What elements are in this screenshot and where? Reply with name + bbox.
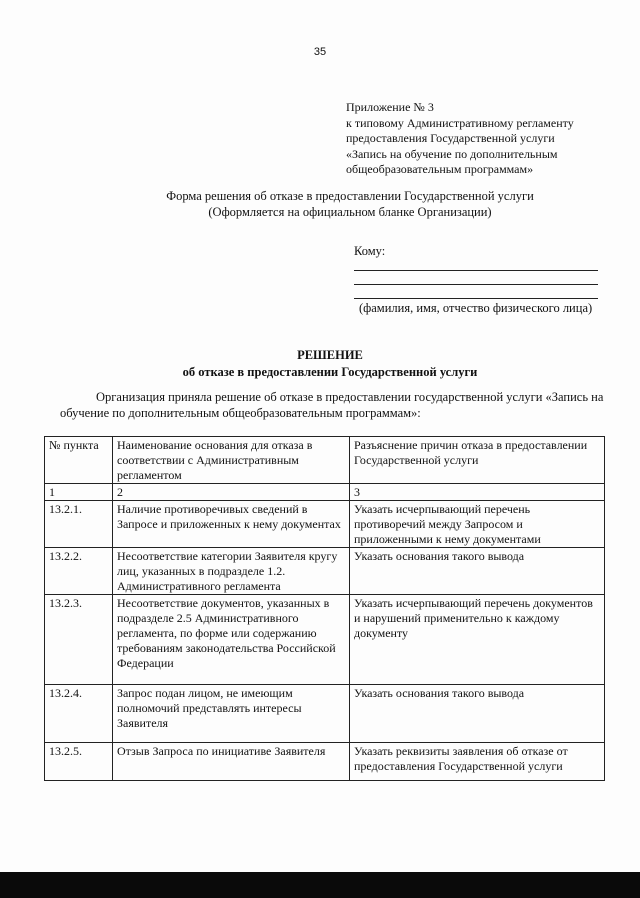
form-title-line1: Форма решения об отказе в предоставлении Государственной услуги (166, 189, 534, 203)
recipient-line (354, 298, 598, 299)
row-reason: Наличие противоречивых сведений в Запросе и приложенных к нему документах (113, 501, 350, 548)
decision-title: РЕШЕНИЕ (297, 348, 363, 362)
row-explanation: Указать основания такого вывода (350, 548, 605, 595)
row-number: 13.2.5. (45, 743, 113, 781)
row-reason: Запрос подан лицом, не имеющим полномочий представлять интересы Заявителя (113, 685, 350, 743)
table-row (45, 501, 605, 548)
row-reason: Отзыв Запроса по инициативе Заявителя (113, 743, 350, 781)
appendix-line: к типовому Административному регламенту (346, 115, 574, 130)
row-explanation: Указать основания такого вывода (350, 685, 605, 743)
scan-edge-bar (0, 872, 640, 898)
table-row (45, 743, 605, 781)
table-header-row (45, 437, 605, 484)
appendix-line: «Запись на обучение по дополнительным (346, 146, 558, 161)
row-explanation: Указать реквизиты заявления об отказе от предоставления Государственной услуги (350, 743, 605, 781)
header-cell: Разъяснение причин отказа в предоставлении Государственной услуги (350, 437, 605, 484)
recipient-line (354, 270, 598, 271)
table-row (45, 548, 605, 595)
row-reason: Несоответствие документов, указанных в подразделе 2.5 Административного регламента, по форме или содержанию требованиям законодательства Российской Федерации (113, 595, 350, 685)
appendix-block (346, 100, 574, 178)
row-reason: Несоответствие категории Заявителя кругу лиц, указанных в подразделе 1.2. Административного регламента (113, 548, 350, 595)
row-number: 13.2.4. (45, 685, 113, 743)
recipient-caption: (фамилия, имя, отчество физического лица) (359, 301, 593, 315)
row-explanation: Указать исчерпывающий перечень документов и нарушений применительно к каждому документу (350, 595, 605, 685)
header-cell: Наименование основания для отказа в соответствии с Административным регламентом (113, 437, 350, 484)
page-number: 35 (313, 46, 327, 58)
table-row (45, 595, 605, 685)
recipient-line (354, 284, 598, 285)
form-title (0, 189, 640, 220)
number-cell: 3 (350, 484, 605, 501)
refusal-grounds-table (44, 436, 605, 781)
recipient-label: Кому: (354, 244, 386, 258)
row-number: 13.2.3. (45, 595, 113, 685)
table-number-row (45, 484, 605, 501)
form-title-line2: (Оформляется на официальном бланке Организации) (208, 204, 492, 219)
row-number: 13.2.1. (45, 501, 113, 548)
appendix-line: общеобразовательным программам» (346, 162, 534, 176)
intro-paragraph: Организация приняла решение об отказе в предоставлении государственной услуги «Запись на обучение по дополнительным общеобразовательным программам»: (60, 390, 604, 420)
row-explanation: Указать исчерпывающий перечень противоречий между Запросом и приложенными к нему документами (350, 501, 605, 548)
header-cell: № пункта (45, 437, 113, 484)
number-cell: 2 (113, 484, 350, 501)
appendix-line: Приложение № 3 (346, 100, 434, 114)
number-cell: 1 (45, 484, 113, 501)
table-row (45, 685, 605, 743)
row-number: 13.2.2. (45, 548, 113, 595)
decision-subtitle: об отказе в предоставлении Государственной услуги (182, 365, 478, 379)
appendix-line: предоставления Государственной услуги (346, 131, 555, 145)
